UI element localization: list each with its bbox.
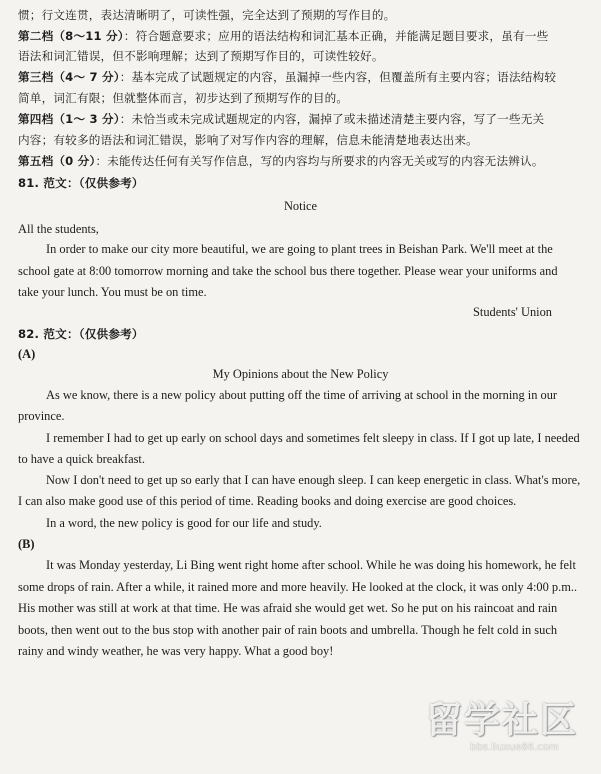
grading-line-top: 惯；行文连贯，表达清晰明了，可读性强，完全达到了预期的写作目的。 bbox=[18, 8, 396, 22]
q82-part-b-line: His mother was still at work at that time. He was afraid she would get wet. So he put on his raincoat and rain bbox=[18, 601, 558, 615]
q82-part-a-line: I remember I had to get up early on school days and sometimes felt sleepy in class. If I got up late, I needed bbox=[46, 431, 580, 445]
q82-part-b-line: rainy and windy weather, he was very happy. What a good boy! bbox=[18, 644, 334, 658]
q82-part-a-line: As we know, there is a new policy about putting off the time of arriving at school in the morning in our bbox=[46, 388, 558, 402]
q82-part-a-line: to have a quick breakfast. bbox=[18, 452, 145, 466]
tier3-label: 第三档（4～ 7 分） bbox=[18, 70, 120, 84]
grading-tier3-line2: 简单，词汇有限；但就整体而言，初步达到了预期写作的目的。 bbox=[18, 91, 349, 105]
q81-body-line: school gate at 8:00 tomorrow morning and take the school bus there together. Please wear your uniforms and bbox=[18, 264, 558, 278]
watermark-logo-text: 留学社区 bbox=[426, 700, 579, 741]
q82-part-a-line: Now I don't need to get up so early that I can have enough sleep. I can keep energetic in class. What's more, bbox=[46, 473, 581, 487]
tier5-text: ：未能传达任何有关写作信息，写的内容均与所要求的内容无关或写的内容无法辨认。 bbox=[95, 154, 544, 168]
q82-heading: 82. 范文：（仅供参考） bbox=[18, 327, 144, 341]
q81-body-line: take your lunch. You must be on time. bbox=[18, 285, 207, 299]
q81-body-line: In order to make our city more beautiful, we are going to plant trees in Beishan Park. We'll meet at the bbox=[46, 242, 553, 256]
q82-part-b-line: boots, then went out to the bus stop with another pair of rain boots and umbrella. Though he felt cold in such bbox=[18, 623, 558, 637]
q82-part-a-line: I can also make good use of this period of time. Reading books and doing exercise are good choices. bbox=[18, 494, 517, 508]
tier3-text: ：基本完成了试题规定的内容，虽漏掉一些内容，但覆盖所有主要内容；语法结构较 bbox=[119, 70, 557, 84]
q81-greeting: All the students, bbox=[18, 222, 99, 236]
q81-title: Notice bbox=[283, 199, 318, 213]
q81-signature: Students' Union bbox=[473, 305, 552, 319]
tier2-text: ：符合题意要求；应用的语法结构和词汇基本正确，并能满足题目要求，虽有一些 bbox=[123, 29, 549, 43]
site-watermark bbox=[418, 690, 598, 770]
grading-tier2-line1 bbox=[18, 29, 584, 44]
grading-tier3-line1 bbox=[18, 70, 584, 85]
grading-tier5-line1 bbox=[18, 154, 584, 169]
q81-heading: 81. 范文：（仅供参考） bbox=[18, 176, 144, 190]
q82-part-a-title: My Opinions about the New Policy bbox=[212, 367, 389, 381]
q82-part-a-line: In a word, the new policy is good for our life and study. bbox=[46, 516, 322, 530]
grading-tier4-line1 bbox=[18, 112, 584, 127]
grading-tier4-line2: 内容；有较多的语法和词汇错误，影响了对写作内容的理解，信息未能清楚地表达出来。 bbox=[18, 133, 478, 147]
tier5-label: 第五档（0 分） bbox=[18, 154, 96, 168]
tier4-text: ：未恰当或未完成试题规定的内容，漏掉了或未描述清楚主要内容，写了一些无关 bbox=[119, 112, 545, 126]
tier4-label: 第四档（1～ 3 分） bbox=[18, 112, 120, 126]
q82-part-a-label: (A) bbox=[18, 347, 36, 361]
q82-part-a-line: province. bbox=[18, 409, 65, 423]
tier2-label: 第二档（8～11 分） bbox=[18, 29, 124, 43]
grading-tier2-line2: 语法和词汇错误，但不影响理解；达到了预期写作目的，可读性较好。 bbox=[18, 49, 384, 63]
q82-part-b-line: It was Monday yesterday, Li Bing went right home after school. While he was doing his homework, he felt bbox=[46, 558, 576, 572]
q82-part-b-label: (B) bbox=[18, 537, 35, 551]
watermark-url: bbs.liuxue86.com bbox=[470, 742, 559, 753]
q82-part-b-line: some drops of rain. After a while, it rained more and more heavily. He looked at the clock, it was only 4:00 p.m.. bbox=[18, 580, 578, 594]
